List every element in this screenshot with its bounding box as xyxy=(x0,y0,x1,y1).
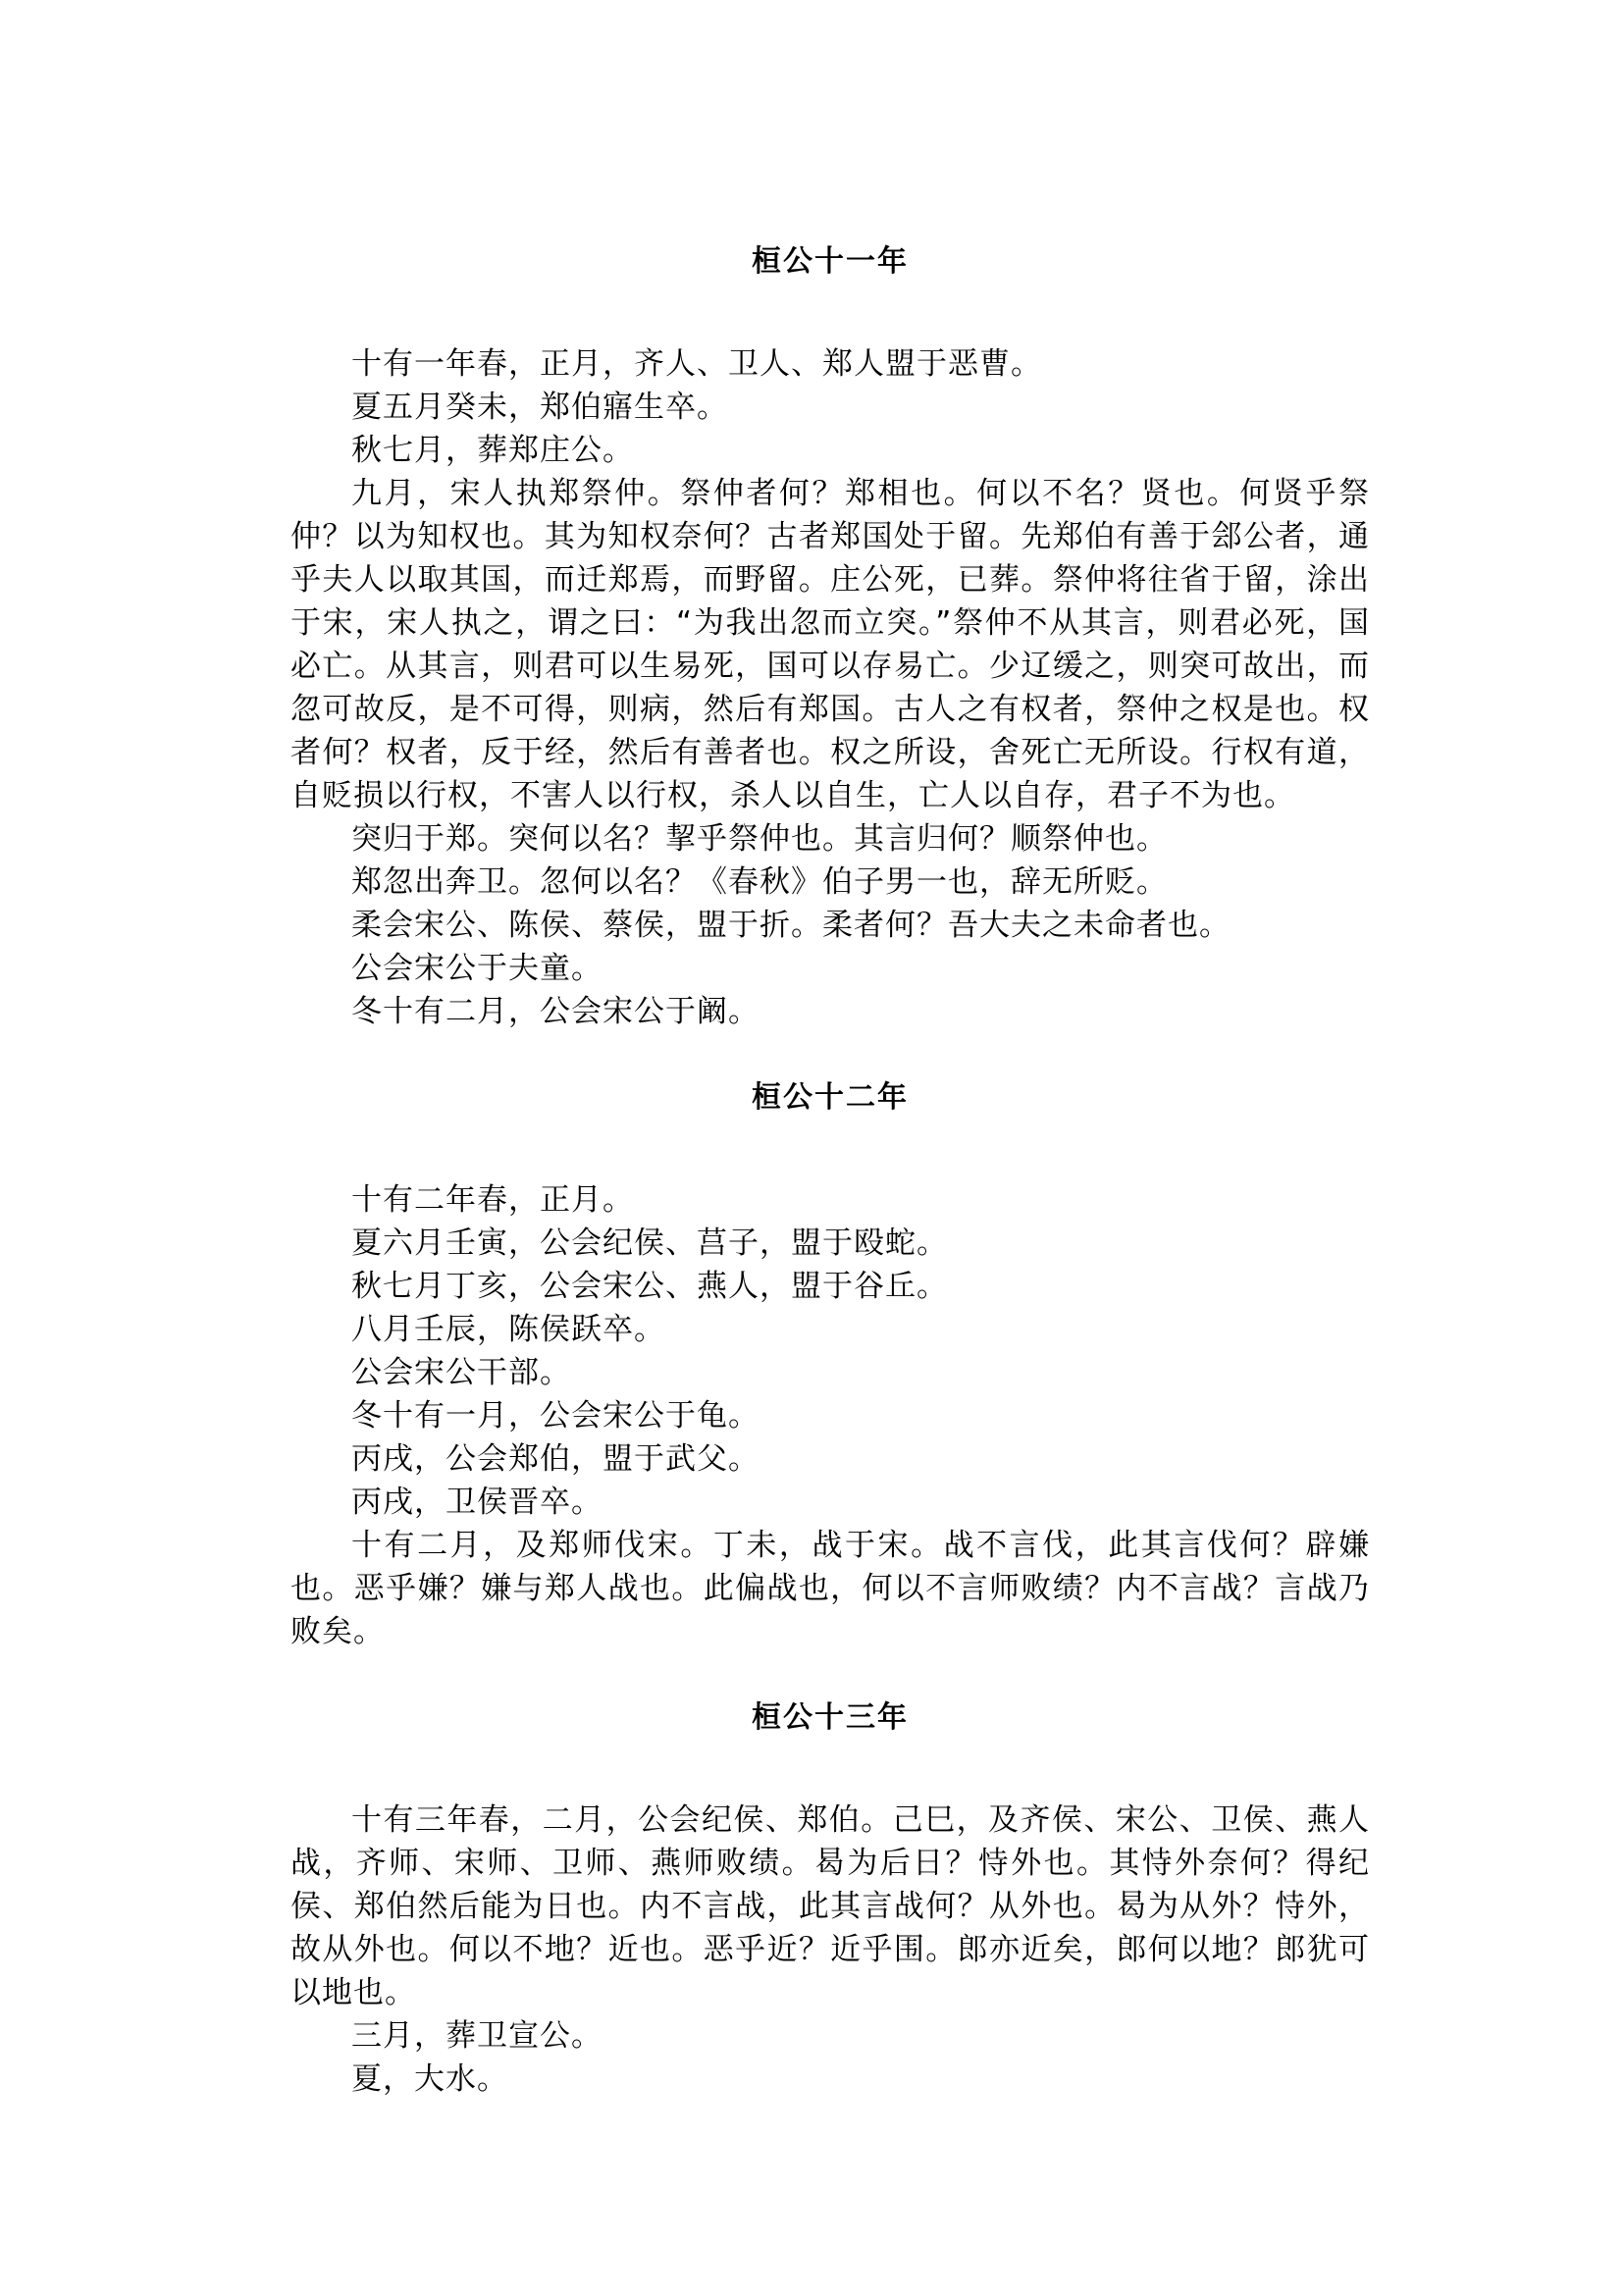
paragraph: 丙戌，卫侯晋卒。 xyxy=(351,1485,602,1520)
paragraph: 公会宋公于夫童。 xyxy=(351,951,602,986)
document-body xyxy=(290,240,1370,2101)
section-huan-11 xyxy=(290,240,1370,1033)
section-huan-12 xyxy=(290,1076,1370,1653)
section-title: 桓公十一年 xyxy=(752,244,909,279)
paragraph: 郑忽出奔卫。忽何以名？《春秋》伯子男一也，辞无所贬。 xyxy=(351,864,1168,900)
section-title: 桓公十二年 xyxy=(752,1080,909,1115)
paragraph: 冬十有二月，公会宋公于阚。 xyxy=(351,994,760,1029)
paragraph: 十有三年春，二月，公会纪侯、郑伯。己巳，及齐侯、宋公、卫侯、燕人战，齐师、宋师、卫师、燕师败绩。曷为后日？恃外也。其恃外奈何？得纪侯、郑伯然后能为日也。内不言战，此其言战何？从外也。曷为从外？恃外，故从外也。何以不地？近也。恶乎近？近乎围。郎亦近矣，郎何以地？郎犹可以地也。 xyxy=(290,1802,1370,2010)
paragraph: 夏五月癸未，郑伯寤生卒。 xyxy=(351,390,728,425)
paragraph: 冬十有一月，公会宋公于龟。 xyxy=(351,1398,760,1434)
section-title: 桓公十三年 xyxy=(752,1700,909,1735)
paragraph: 公会宋公干部。 xyxy=(351,1355,571,1390)
paragraph: 十有二年春，正月。 xyxy=(351,1182,634,1218)
paragraph: 十有二月，及郑师伐宋。丁未，战于宋。战不言伐，此其言伐何？辟嫌也。恶乎嫌？嫌与郑人战也。此偏战也，何以不言师败绩？内不言战？言战乃败矣。 xyxy=(290,1528,1370,1649)
paragraph: 夏六月壬寅，公会纪侯、莒子，盟于殴蛇。 xyxy=(351,1225,948,1261)
paragraph: 丙戌，公会郑伯，盟于武父。 xyxy=(351,1441,760,1477)
paragraph: 柔会宋公、陈侯、蔡侯，盟于折。柔者何？吾大夫之未命者也。 xyxy=(351,908,1231,943)
paragraph: 十有一年春，正月，齐人、卫人、郑人盟于恶曹。 xyxy=(351,346,1042,382)
paragraph: 夏，大水。 xyxy=(351,2061,508,2097)
paragraph: 三月，葬卫宣公。 xyxy=(351,2018,602,2054)
section-huan-13 xyxy=(290,1696,1370,2101)
paragraph: 九月，宋人执郑祭仲。祭仲者何？郑相也。何以不名？贤也。何贤乎祭仲？以为知权也。其为知权奈何？古者郑国处于留。先郑伯有善于郐公者，通乎夫人以取其国，而迁郑焉，而野留。庄公死，已葬。祭仲将往省于留，涂出于宋，宋人执之，谓之曰：“为我出忽而立突。”祭仲不从其言，则君必死，国必亡。从其言，则君可以生易死，国可以存易亡。少辽缓之，则突可故出，而忽可故反，是不可得，则病，然后有郑国。古人之有权者，祭仲之权是也。权者何？权者，反于经，然后有善者也。权之所设，舍死亡无所设。行权有道，自贬损以行权，不害人以行权，杀人以自生，亡人以自存，君子不为也。 xyxy=(290,476,1370,813)
paragraph: 突归于郑。突何以名？挈乎祭仲也。其言归何？顺祭仲也。 xyxy=(351,821,1168,857)
paragraph: 秋七月丁亥，公会宋公、燕人，盟于谷丘。 xyxy=(351,1269,948,1304)
paragraph: 秋七月，葬郑庄公。 xyxy=(351,433,634,468)
paragraph: 八月壬辰，陈侯跃卒。 xyxy=(351,1312,665,1347)
